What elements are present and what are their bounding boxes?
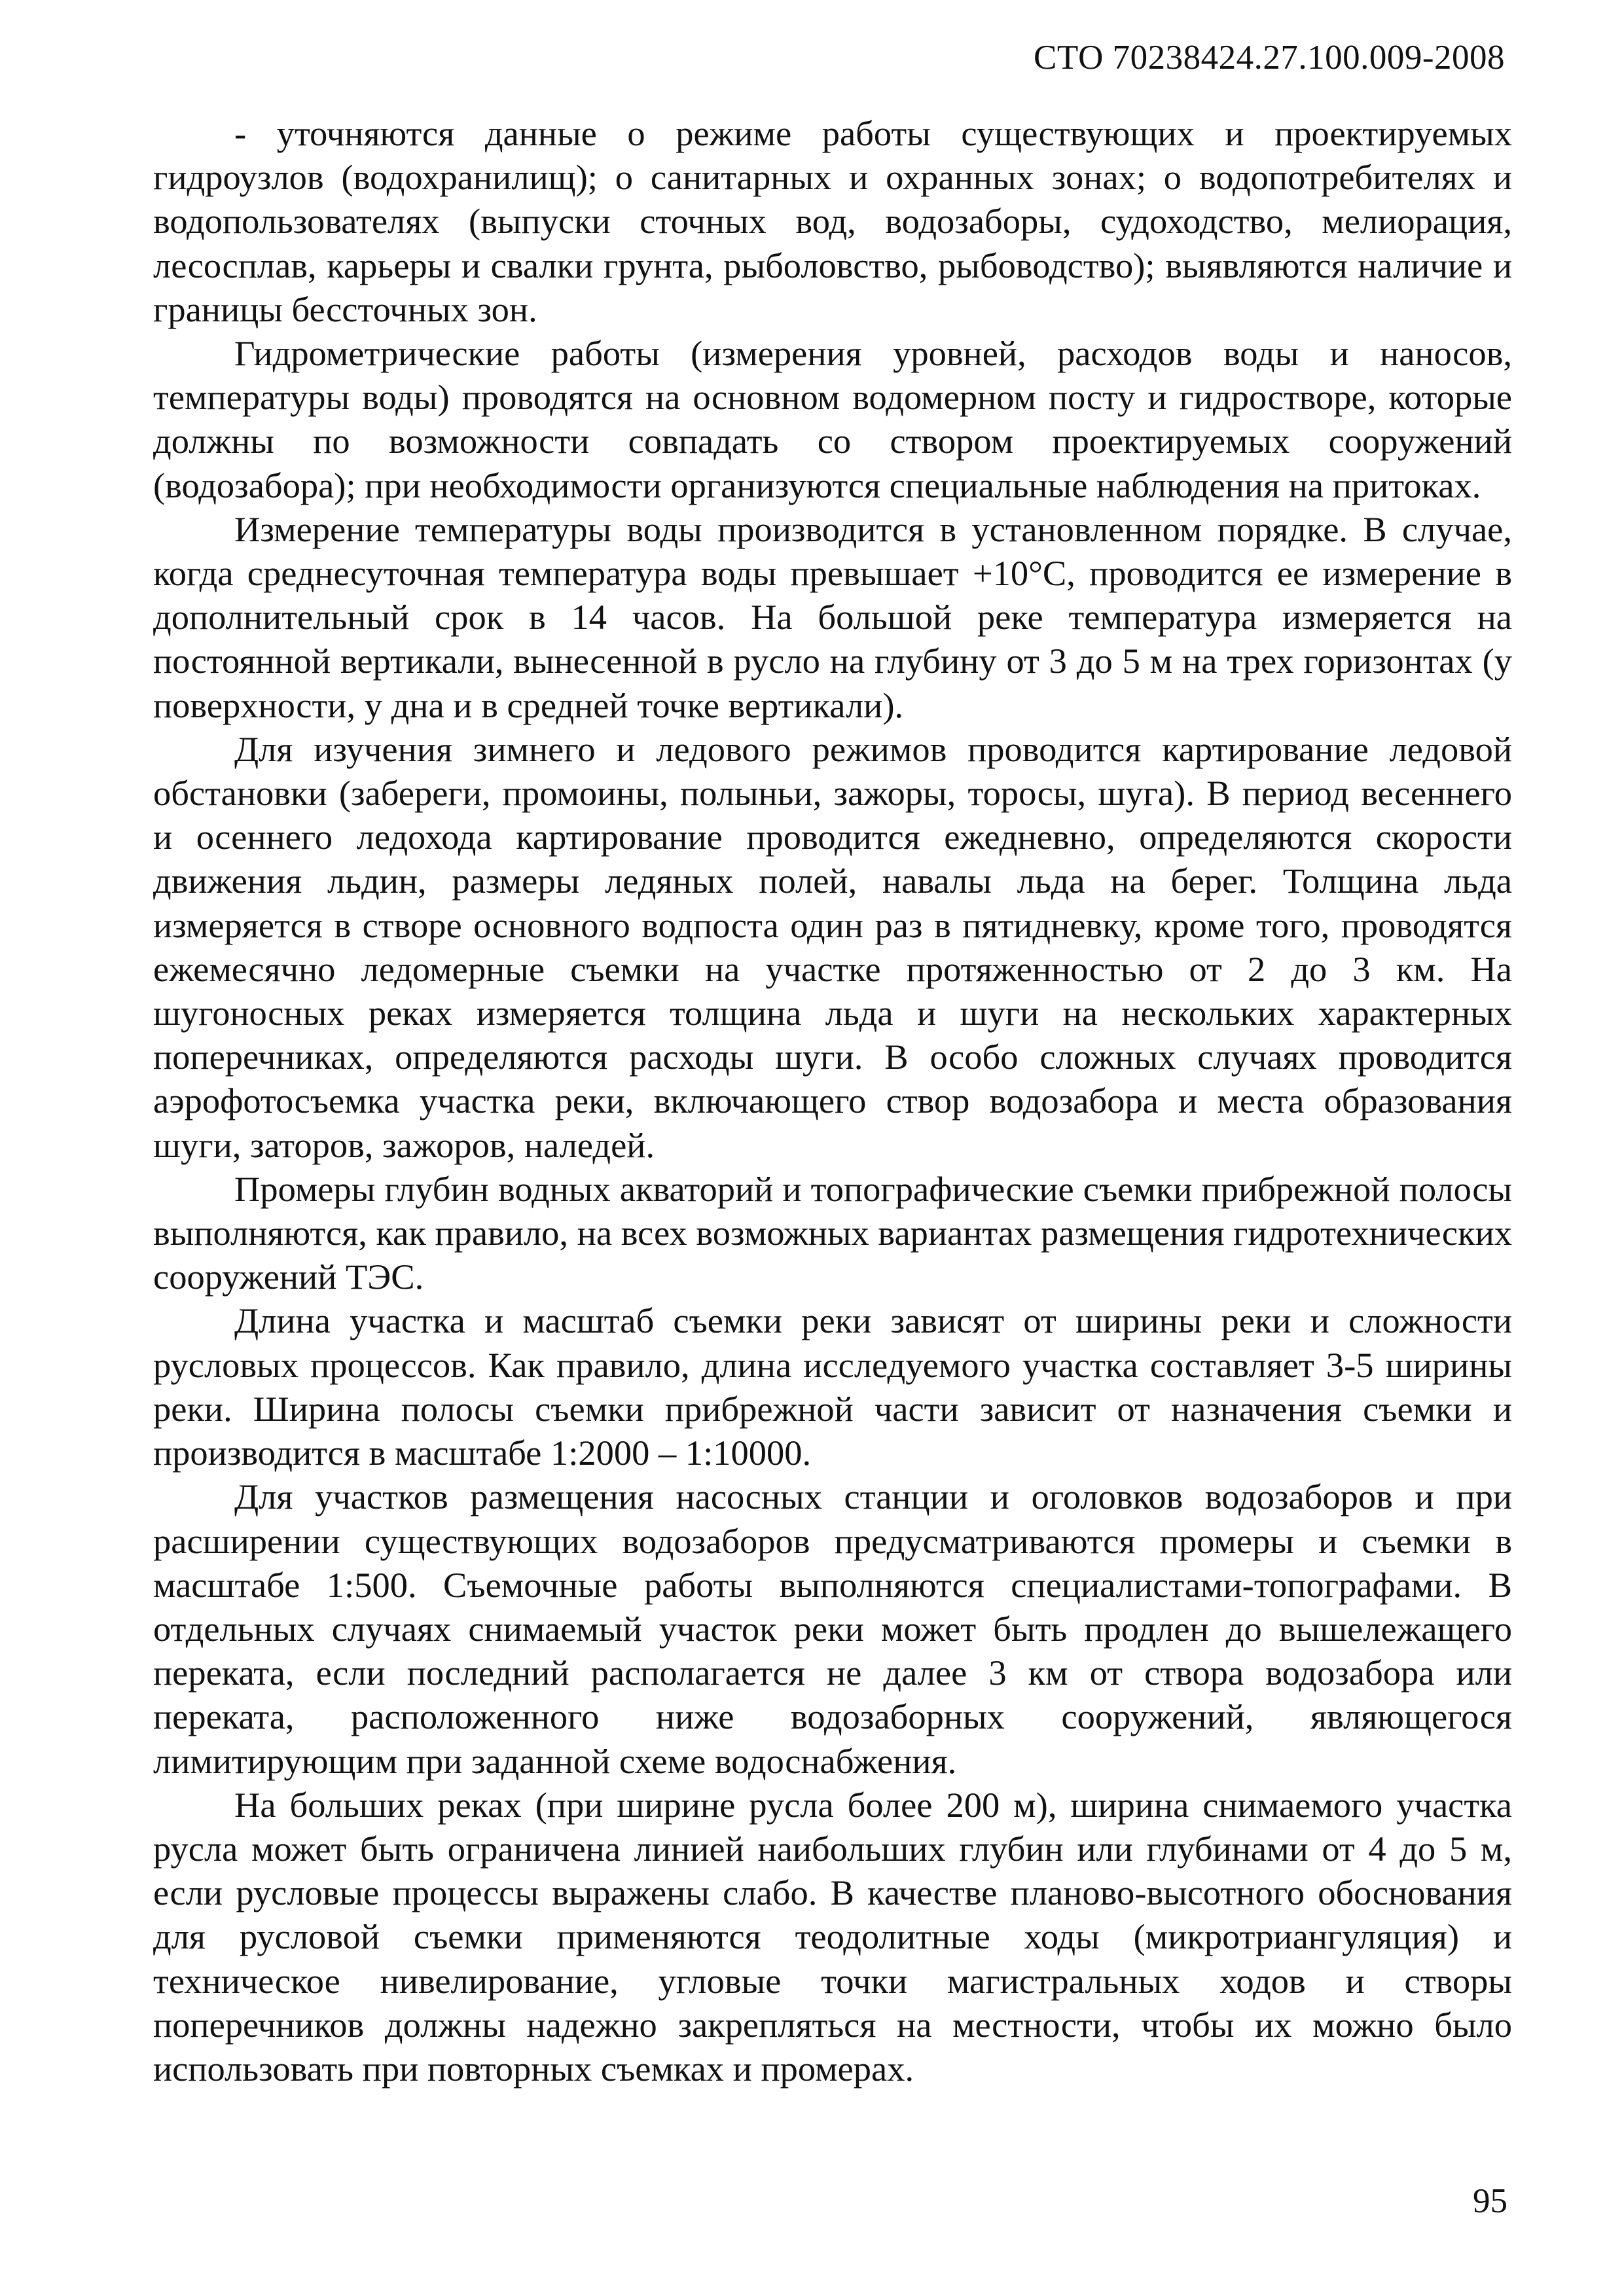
paragraph-depth-soundings: Промеры глубин водных акваторий и топографические съемки прибрежной полосы выполняются, как правило, на всех возможных вариантах размещения гидротехнических сооружений ТЭС.	[153, 1168, 1512, 1297]
paragraph-large-rivers: На больших реках (при ширине русла более 200 м), ширина снимаемого участка русла может быть ограничена линией наибольших глубин или глубинами от 4 до 5 м, если русловые процессы выражены слабо. В качестве планово-высотного обоснования для русловой съемки применяются теодолитные ходы (микротриангуляция) и техническое нивелирование, угловые точки магистральных ходов и створы поперечников должны надежно закрепляться на местности, чтобы их можно было использовать при повторных съемках и промерах.	[153, 1784, 1512, 2089]
paragraph-water-users: - уточняются данные о режиме работы существующих и проектируемых гидроузлов (водохранилищ); о санитарных и охранных зонах; о водопотребителях и водопользователях (выпуски сточных вод, водозаборы, судоходство, мелиорация, лесосплав, карьеры и свалки грунта, рыболовство, рыбоводство); выявляются наличие и границы бессточных зон.	[153, 113, 1512, 329]
paragraph-pump-stations: Для участков размещения насосных станции и оголовков водозаборов и при расширении существующих водозаборов предусматриваются промеры и съемки в масштабе 1:500. Съемочные работы выполняются специалистами-топографами. В отдельных случаях снимаемый участок реки может быть продлен до вышележащего переката, если последний располагается не далее 3 км от створа водозабора или переката, расположенного ниже водозаборных сооружений, являющегося лимитирующим при заданной схеме водоснабжения.	[153, 1477, 1512, 1781]
paragraph-ice-regime: Для изучения зимнего и ледового режимов проводится картирование ледовой обстановки (забереги, промоины, полыньи, зажоры, торосы, шуга). В период весеннего и осеннего ледохода картирование проводится ежедневно, определяются скорости движения льдин, размеры ледяных полей, навалы льда на берег. Толщина льда измеряется в створе основного водпоста один раз в пятидневку, кроме того, проводятся ежемесячно ледомерные съемки на участке протяженностью от 2 до 3 км. На шугоносных реках измеряется толщина льда и шуги на нескольких характерных поперечниках, определяются расходы шуги. В особо сложных случаях проводится аэрофотосъемка участка реки, включающего створ водозабора и места образования шуги, заторов, зажоров, наледей.	[153, 728, 1512, 1165]
paragraph-water-temperature: Измерение температуры воды производится в установленном порядке. В случае, когда среднесуточная температура воды превышает +10°С, проводится ее измерение в дополнительный срок в 14 часов. На большой реке температура измеряется на постоянной вертикали, вынесенной в русло на глубину от 3 до 5 м на трех горизонтах (у поверхности, у дна и в средней точке вертикали).	[153, 509, 1512, 725]
body-text	[153, 111, 1512, 2090]
page-number: 95	[1473, 2182, 1507, 2220]
paragraph-hydrometric-works: Гидрометрические работы (измерения уровней, расходов воды и наносов, температуры воды) проводятся на основном водомерном посту и гидростворе, которые должны по возможности совпадать со створом проектируемых сооружений (водозабора); при необходимости организуются специальные наблюдения на притоках.	[153, 333, 1512, 505]
paragraph-survey-scale: Длина участка и масштаб съемки реки зависят от ширины реки и сложности русловых процессов. Как правило, длина исследуемого участка составляет 3-5 ширины реки. Ширина полосы съемки прибрежной части зависит от назначения съемки и производится в масштабе 1:2000 – 1:10000.	[153, 1300, 1512, 1473]
document-code: СТО 70238424.27.100.009-2008	[1034, 39, 1505, 77]
